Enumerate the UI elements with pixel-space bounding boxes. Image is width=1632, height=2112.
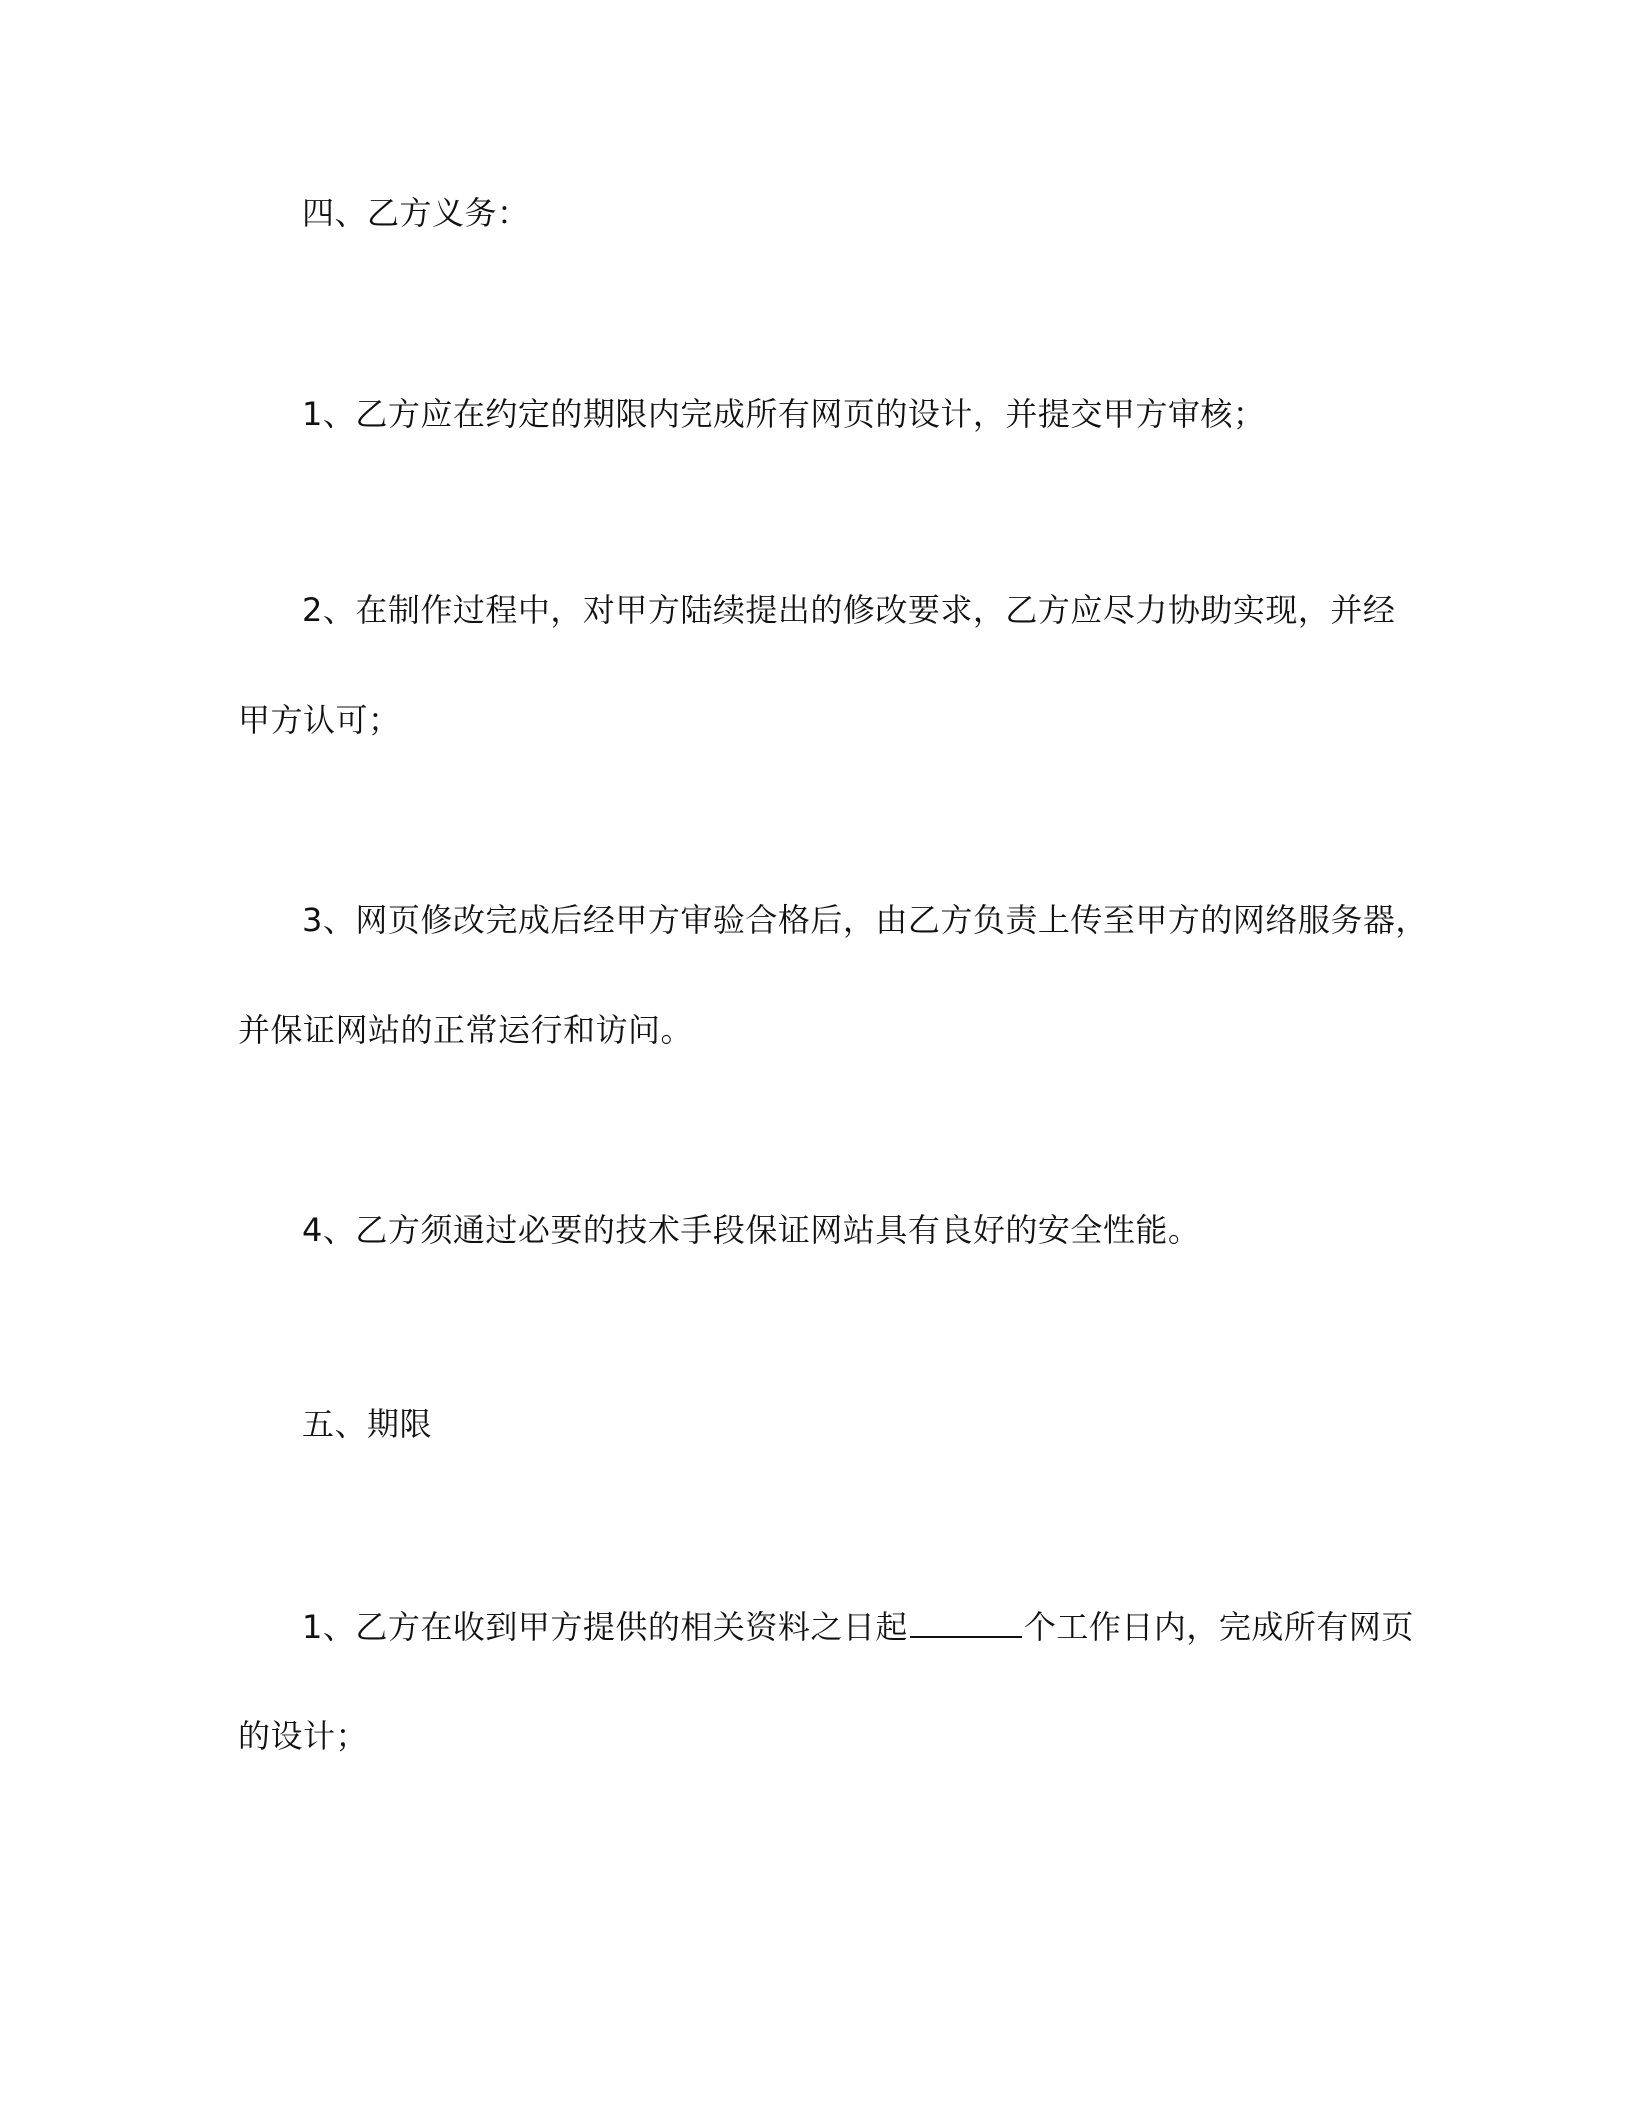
section-4-item-3-line-1: 3、网页修改完成后经甲方审验合格后，由乙方负责上传至甲方的网络服务器， xyxy=(302,901,1428,939)
section-5-item-1-text-after: 个工作日内，完成所有网页 xyxy=(1023,1608,1414,1646)
section-5-item-1-line-1 xyxy=(302,1606,1414,1647)
section-4-heading: 四、乙方义务： xyxy=(302,194,530,232)
section-4-item-4: 4、乙方须通过必要的技术手段保证网站具有良好的安全性能。 xyxy=(302,1211,1201,1249)
fill-in-blank-workdays xyxy=(910,1606,1022,1638)
section-4-item-2-line-2: 甲方认可； xyxy=(238,701,401,739)
section-4-item-1: 1、乙方应在约定的期限内完成所有网页的设计，并提交甲方审核； xyxy=(302,395,1266,433)
section-4-item-3-line-2: 并保证网站的正常运行和访问。 xyxy=(238,1011,694,1049)
section-5-item-1-line-2: 的设计； xyxy=(238,1717,369,1755)
section-5-heading: 五、期限 xyxy=(302,1405,433,1443)
section-4-item-2-line-1: 2、在制作过程中，对甲方陆续提出的修改要求，乙方应尽力协助实现，并经 xyxy=(302,591,1396,629)
section-5-item-1-text-before: 1、乙方在收到甲方提供的相关资料之日起 xyxy=(302,1608,908,1646)
